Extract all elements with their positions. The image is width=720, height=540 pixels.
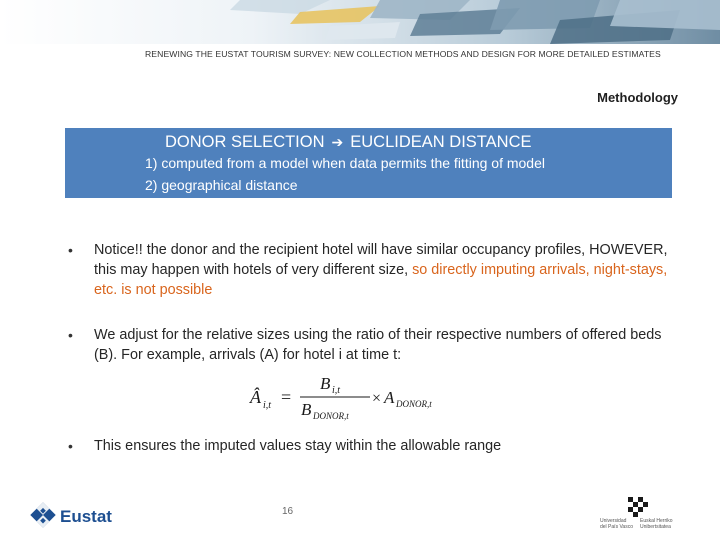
- page-number: 16: [282, 506, 294, 517]
- presentation-title: RENEWING THE EUSTAT TOURISM SURVEY: NEW COLLECTION METHODS AND DESIGN FOR MORE DETAILED ESTIMATES: [145, 49, 661, 59]
- formula-denominator: B: [301, 400, 312, 419]
- formula-rhs: A: [384, 388, 395, 407]
- section-label: Methodology: [597, 90, 678, 105]
- formula-times: ×: [372, 390, 382, 407]
- formula-lhs: Â: [250, 387, 261, 407]
- formula-rhs-sub: DONOR,t: [396, 399, 432, 409]
- donor-selection-box: [65, 128, 672, 198]
- upv-text-3: Euskal Herriko: [640, 518, 673, 524]
- box-title-left: DONOR SELECTION: [165, 133, 325, 151]
- bullet-text-1: [94, 240, 674, 300]
- bullet-marker-2: •: [68, 327, 73, 343]
- bullet-text-2: We adjust for the relative sizes using the ratio of their respective numbers of offered beds (B). For example, arrivals (A) for hotel i at time t:: [94, 327, 662, 363]
- formula-numerator-sub: i,t: [332, 385, 341, 396]
- upv-text-4: Unibertsitatea: [640, 524, 671, 530]
- formula-denominator-sub: DONOR,t: [313, 411, 349, 421]
- eustat-wordmark: Eustat: [60, 507, 112, 526]
- box-line-1: 1) computed from a model when data permits the fitting of model: [145, 155, 545, 171]
- university-logo: [598, 496, 678, 530]
- box-line-2: 2) geographical distance: [145, 177, 298, 193]
- formula-numerator: B: [320, 374, 331, 393]
- formula-equals: =: [281, 387, 292, 407]
- header-photo-banner: [0, 0, 720, 44]
- eustat-logo: [30, 500, 130, 530]
- bullet-1-main: Notice!! the donor and the recipient hotel will have similar occupancy profiles, HOWEVER, this may happen with hotels of very different size,: [94, 242, 668, 278]
- bullet-marker-1: •: [68, 242, 73, 258]
- box-title-right: EUCLIDEAN DISTANCE: [350, 133, 532, 151]
- imputation-formula: [248, 372, 448, 422]
- formula-lhs-sub: i,t: [263, 400, 272, 411]
- bullet-text-3: This ensures the imputed values stay within the allowable range: [94, 438, 502, 454]
- box-title: [165, 133, 532, 152]
- upv-text-2: del País Vasco: [600, 524, 633, 530]
- bullet-marker-3: •: [68, 438, 73, 454]
- bullet-1-highlight: so directly imputing arrivals, night-stays, etc. is not possible: [94, 262, 668, 298]
- arrow-right-icon: ➔: [331, 134, 344, 150]
- upv-text-1: Universidad: [600, 518, 627, 524]
